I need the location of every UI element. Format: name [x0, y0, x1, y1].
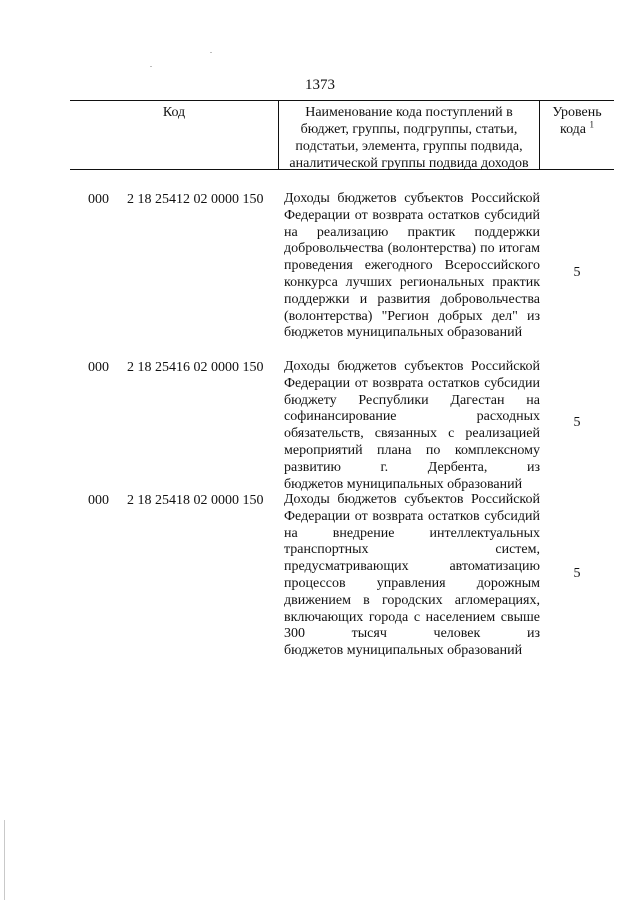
description-text: Доходы бюджетов субъектов Российской Федерации от возврата остатков субсидии бюджету Республики Дагестан на софинансирование расходных обязательств, связанных с реализацией мероприятий плана по комплексному развитию г. Дербента, из [284, 359, 540, 475]
scan-speck [210, 52, 212, 53]
scan-speck [150, 66, 152, 67]
table-header [70, 100, 614, 170]
description-last-line: бюджетов муниципальных образований [284, 325, 523, 341]
description-text: Доходы бюджетов субъектов Российской Федерации от возврата остатков субсидий на внедрение интеллектуальных транспортных систем, предусматривающих автоматизацию процессов управления дорожным движением в городских агломерациях, включающих города с населением свыше 300 тысяч человек из [284, 492, 540, 642]
revenue-code: 2 18 25416 02 0000 150 [127, 360, 264, 375]
description-last-line: бюджетов муниципальных образований [284, 643, 523, 659]
admin-code: 000 [88, 360, 109, 375]
header-level-word: кода [559, 122, 587, 137]
admin-code: 000 [88, 493, 109, 508]
revenue-description [284, 191, 540, 342]
revenue-code: 2 18 25418 02 0000 150 [127, 493, 264, 508]
level-value: 5 [573, 566, 581, 581]
revenue-code: 2 18 25412 02 0000 150 [127, 192, 264, 207]
header-level-line: Уровень [552, 105, 602, 120]
header-name-cell [278, 101, 540, 169]
header-code-cell [70, 101, 278, 169]
admin-code: 000 [88, 192, 109, 207]
header-name-line: Наименование кода поступлений в [305, 105, 513, 120]
header-level-line [540, 121, 614, 138]
description-last-line: бюджетов муниципальных образований [284, 476, 523, 492]
description-text: Доходы бюджетов субъектов Российской Федерации от возврата остатков субсидий на реализацию практик поддержки добровольчества (волонтерства) по итогам проведения ежегодного Всероссийского конкурса лучших региональных практик поддержки и развития добровольчества (волонтерства) "Регион добрых дел" из [284, 191, 540, 324]
header-name-line: подстатьи, элемента, группы подвида, [295, 139, 523, 154]
revenue-description [284, 492, 540, 660]
page-number: 1373 [305, 77, 335, 93]
header-name-line: бюджет, группы, подгруппы, статьи, [300, 122, 518, 137]
revenue-description [284, 359, 540, 493]
scan-margin-mark [4, 820, 5, 900]
level-value: 5 [573, 415, 581, 430]
header-code-label: Код [162, 105, 186, 120]
level-value: 5 [573, 265, 581, 280]
header-level-cell [540, 101, 614, 169]
header-name-line: аналитической группы подвида доходов [289, 156, 529, 171]
footnote-marker: 1 [589, 119, 595, 130]
